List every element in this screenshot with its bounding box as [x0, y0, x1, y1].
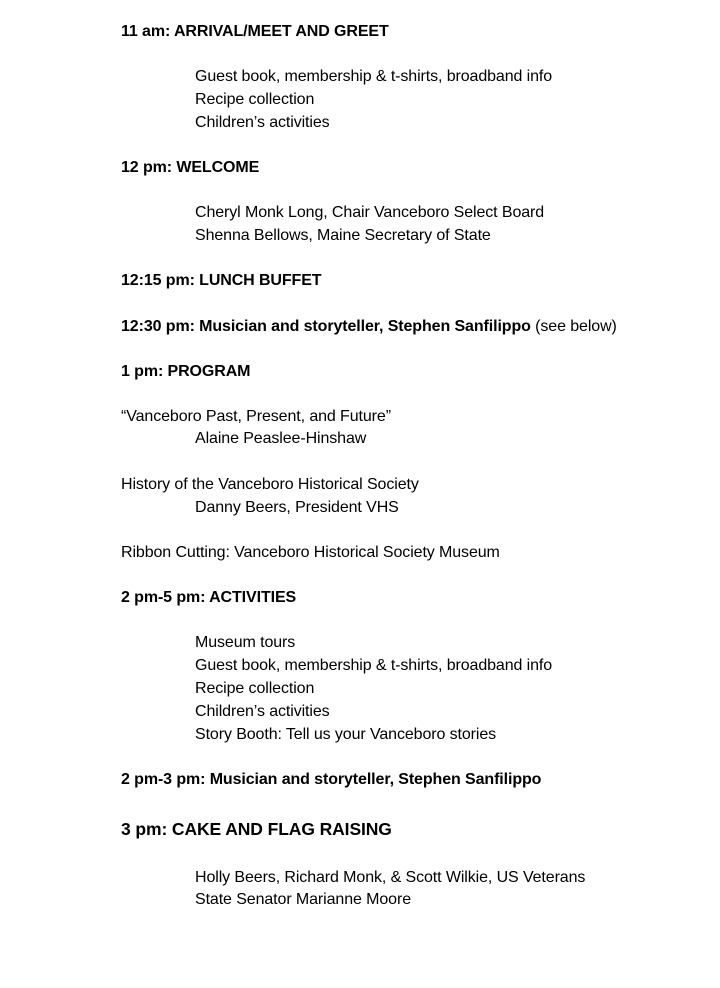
welcome-speaker: Cheryl Monk Long, Chair Vanceboro Select Board	[195, 204, 545, 221]
arrival-item: Recipe collection	[195, 91, 315, 108]
program-heading: 1 pm: PROGRAM	[121, 363, 251, 380]
arrival-heading: 11 am: ARRIVAL/MEET AND GREET	[121, 23, 389, 40]
welcome-speaker: Shenna Bellows, Maine Secretary of State	[195, 227, 491, 244]
program-talk-speaker: Danny Beers, President VHS	[195, 499, 399, 516]
activity-item: Story Booth: Tell us your Vanceboro stories	[195, 726, 497, 743]
senator-item: State Senator Marianne Moore	[195, 891, 411, 908]
see-below-note: (see below)	[530, 318, 617, 335]
program-talk-title: “Vanceboro Past, Present, and Future”	[121, 408, 391, 425]
program-talk-title: History of the Vanceboro Historical Society	[121, 476, 419, 493]
activity-item: Museum tours	[195, 634, 296, 651]
activity-item: Guest book, membership & t-shirts, broadband info	[195, 657, 553, 674]
lunch-heading: 12:15 pm: LUNCH BUFFET	[121, 272, 322, 289]
ribbon-cutting: Ribbon Cutting: Vanceboro Historical Society Museum	[121, 544, 500, 561]
activity-item: Children’s activities	[195, 703, 330, 720]
cake-heading: 3 pm: CAKE AND FLAG RAISING	[121, 819, 392, 839]
musician2-heading: 2 pm-3 pm: Musician and storyteller, Stephen Sanfilippo	[121, 771, 542, 788]
veterans-item: Holly Beers, Richard Monk, & Scott Wilkie, US Veterans	[195, 869, 586, 886]
musician-heading	[121, 317, 617, 337]
welcome-heading: 12 pm: WELCOME	[121, 159, 260, 176]
activity-item: Recipe collection	[195, 680, 315, 697]
arrival-item: Guest book, membership & t-shirts, broadband info	[195, 68, 553, 85]
arrival-item: Children’s activities	[195, 114, 330, 131]
activities-heading: 2 pm-5 pm: ACTIVITIES	[121, 589, 297, 606]
program-talk-speaker: Alaine Peaslee-Hinshaw	[195, 430, 367, 447]
musician-heading-text: 12:30 pm: Musician and storyteller, Stephen Sanfilippo	[121, 318, 531, 335]
